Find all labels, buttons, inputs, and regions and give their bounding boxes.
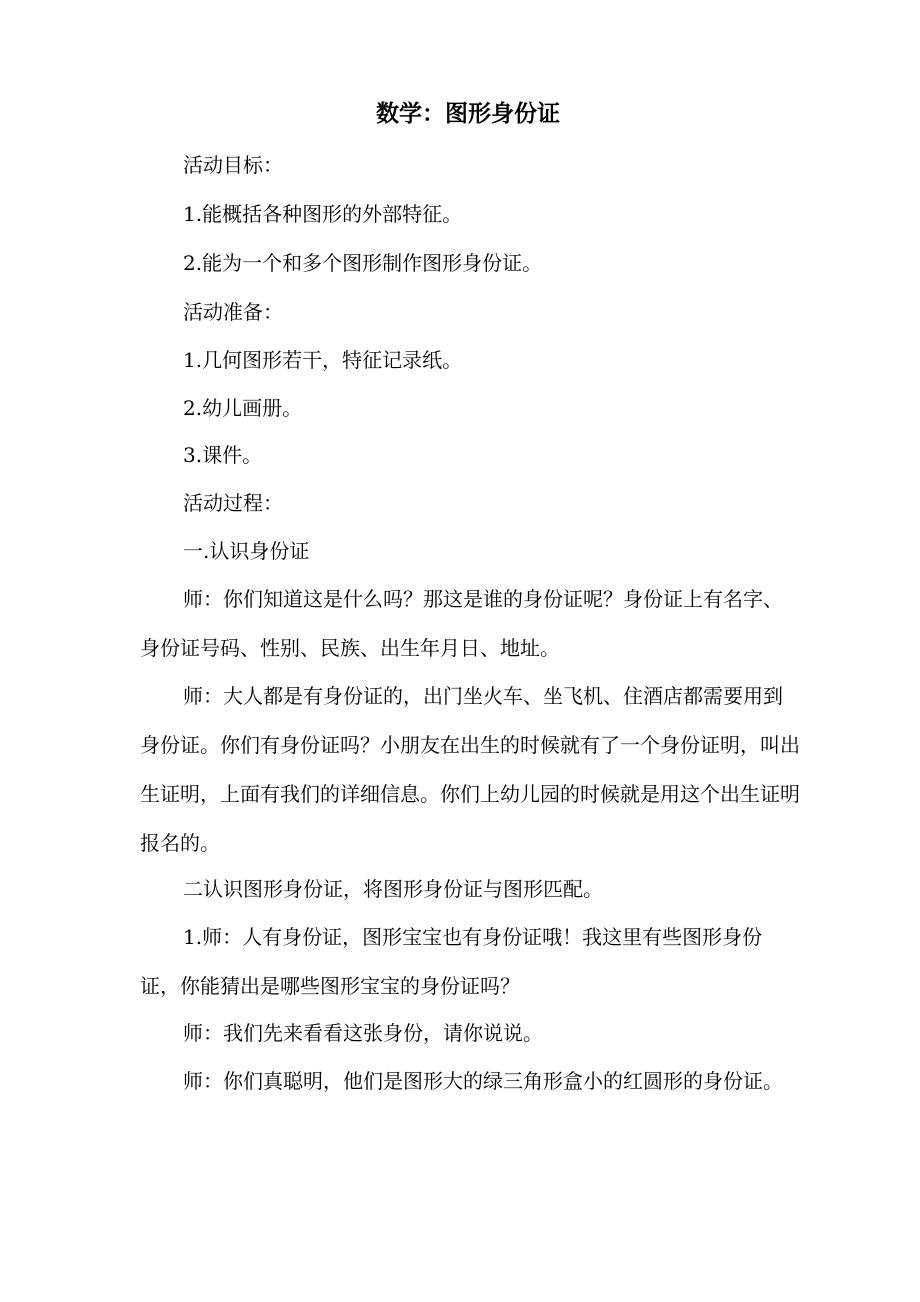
document-title: 数学：图形身份证 — [376, 101, 560, 127]
paragraph-goal-2: 2.能为一个和多个图形制作图形身份证。 — [183, 251, 543, 275]
paragraph-teacher-4: 师：我们先来看看这张身份，请你说说。 — [183, 1021, 543, 1045]
paragraph-goal-1: 1.能概括各种图形的外部特征。 — [183, 202, 463, 226]
paragraph-teacher-1: 师：你们知道这是什么吗？那这是谁的身份证呢？身份证上有名字、身份证号码、性别、民族、出生年月日、地址。 — [140, 587, 783, 660]
paragraph-activity-prep-heading: 活动准备： — [183, 300, 283, 324]
paragraph-prep-2: 2.幼儿画册。 — [183, 396, 303, 420]
paragraph-section-2-heading: 二认识图形身份证，将图形身份证与图形匹配。 — [183, 877, 603, 901]
paragraph-section-1-heading: 一.认识身份证 — [183, 539, 310, 563]
paragraph-activity-goals-heading: 活动目标： — [183, 153, 283, 177]
paragraph-teacher-5: 师：你们真聪明，他们是图形大的绿三角形盒小的红圆形的身份证。 — [183, 1069, 783, 1093]
paragraph-activity-process-heading: 活动过程： — [183, 491, 283, 515]
paragraph-prep-3: 3.课件。 — [183, 443, 263, 467]
paragraph-teacher-3: 1.师：人有身份证，图形宝宝也有身份证哦！我这里有些图形身份证，你能猜出是哪些图形宝宝的身份证吗？ — [140, 925, 763, 998]
paragraph-teacher-2: 师：大人都是有身份证的，出门坐火车、坐飞机、住酒店都需要用到身份证。你们有身份证吗？小朋友在出生的时候就有了一个身份证明，叫出生证明，上面有我们的详细信息。你们上幼儿园的时候就是用这个出生证明报名的。 — [140, 684, 800, 855]
paragraph-prep-1: 1.几何图形若干，特征记录纸。 — [183, 348, 463, 372]
